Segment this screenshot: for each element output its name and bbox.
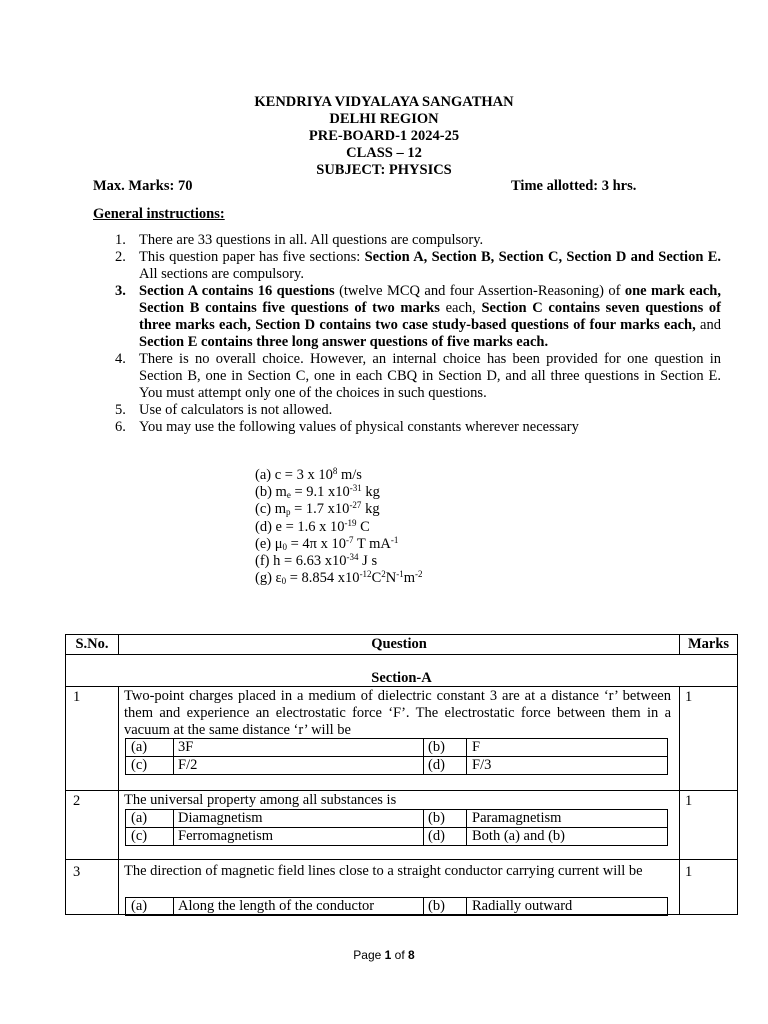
constant-eps0: (g) $\varepsilon_0 = 8.854$ $x10^{-12}C^2N^{-1}m^{-2}$ [255, 569, 423, 587]
option-row [126, 898, 667, 915]
option-label: (b) [428, 810, 445, 826]
row-divider [66, 790, 737, 791]
option-value: Paramagnetism [472, 810, 562, 826]
instruction-item: 2. This question paper has five sections: Section A, Section B, Section C, Section D and Section E. All sections are compulsory. [115, 249, 722, 282]
q3-marks: 1 [685, 864, 693, 880]
option-value: F/3 [472, 757, 492, 773]
constant-c: (a) c = 3 x $10^8$ m/s [255, 466, 362, 483]
q2-options [125, 809, 668, 846]
constant-mu0: (e) $\mu_0 = 4\pi$ x $10^{-7}$ T $mA^{-1}$ [255, 534, 399, 552]
option-label: (a) [131, 810, 148, 826]
header-exam: PRE-BOARD-1 2024-25 [308, 128, 460, 144]
constant-e: (d) e = 1.6 x $10^{-19}$ C [255, 517, 370, 535]
option-label: (c) [131, 828, 148, 844]
option-row [126, 739, 667, 757]
option-value: Both (a) and (b) [472, 828, 566, 844]
q3-text: The direction of magnetic field lines close to a straight conductor carrying current will be [124, 863, 643, 879]
q1-marks: 1 [685, 689, 693, 705]
constant-mp: (c) $m_p = 1.7$ $x10^{-27}$ kg [255, 500, 380, 518]
header-question: Question [371, 636, 427, 652]
page-footer: Page 1 of 8 [353, 948, 415, 962]
option-row [126, 828, 667, 845]
option-value: Along the length of the conductor [178, 898, 375, 914]
row-divider [66, 859, 737, 860]
constant-me: (b) $m_e = 9.1$ $x10^{-31}$ kg [255, 483, 380, 501]
option-label: (a) [131, 739, 148, 755]
instruction-item: 6. You may use the following values of physical constants wherever necessary [115, 419, 579, 435]
time-allotted: Time allotted: 3 hrs. [511, 178, 637, 194]
instruction-item: 3. Section A contains 16 questions (twelve MCQ and four Assertion-Reasoning) of one mark each, Section B contains five questions of two marks each, Section C contains seven questions of three marks each, Section D contains two case study-based questions of four marks each, and Section E contains three long answer questions of five marks each. [115, 283, 722, 350]
col-divider [679, 686, 680, 915]
option-value: F [472, 739, 481, 755]
max-marks: Max. Marks: 70 [93, 178, 193, 194]
q2-marks: 1 [685, 793, 693, 809]
q2-number: 2 [73, 793, 81, 809]
option-label: (b) [428, 739, 445, 755]
q3-options [125, 897, 668, 916]
row-divider [66, 654, 737, 655]
header-subject: SUBJECT: PHYSICS [316, 162, 452, 178]
instructions-list [93, 232, 721, 436]
header-org: KENDRIYA VIDYALAYA SANGATHAN [254, 94, 514, 110]
constants-list [255, 467, 423, 587]
col-divider [118, 686, 119, 915]
page-total: 8 [408, 948, 415, 962]
option-label: (d) [428, 757, 445, 773]
option-value: Diamagnetism [178, 810, 263, 826]
instructions-title: General instructions: [93, 206, 225, 222]
instruction-item: 5. Use of calculators is not allowed. [115, 402, 333, 418]
option-label: (d) [428, 828, 445, 844]
q1-options [125, 738, 668, 775]
page-number: 1 [384, 948, 392, 962]
instruction-item: 4. There is no overall choice. However, an internal choice has been provided for one question in Section B, one in Section C, one in each CBQ in Section D, and all three questions in Section E. You must attempt only one of the choices in such questions. [115, 351, 721, 401]
constant-h: (f) h = 6.63 $x10^{-34}$ J s [255, 552, 378, 570]
q1-text: Two-point charges placed in a medium of dielectric constant 3 are at a distance ‘r’ between them and experience an electrostatic force ‘F’. The electrostatic force between them in a vacuum at the same distance ‘r’ will be [124, 688, 671, 738]
option-value: 3F [178, 739, 194, 755]
option-value: F/2 [178, 757, 198, 773]
option-row [126, 757, 667, 774]
option-label: (b) [428, 898, 445, 914]
q2-text: The universal property among all substances is [124, 792, 397, 808]
header-sno: S.No. [75, 636, 109, 652]
section-title: Section-A [371, 670, 432, 686]
instruction-item: 1. There are 33 questions in all. All questions are compulsory. [115, 232, 484, 248]
option-value: Ferromagnetism [178, 828, 274, 844]
option-label: (c) [131, 757, 148, 773]
option-label: (a) [131, 898, 148, 914]
q1-number: 1 [73, 689, 81, 705]
option-row [126, 810, 667, 828]
header-marks: Marks [687, 636, 730, 652]
option-value: Radially outward [472, 898, 573, 914]
q3-number: 3 [73, 864, 81, 880]
header-region: DELHI REGION [329, 111, 439, 127]
header-class: CLASS – 12 [346, 145, 422, 161]
